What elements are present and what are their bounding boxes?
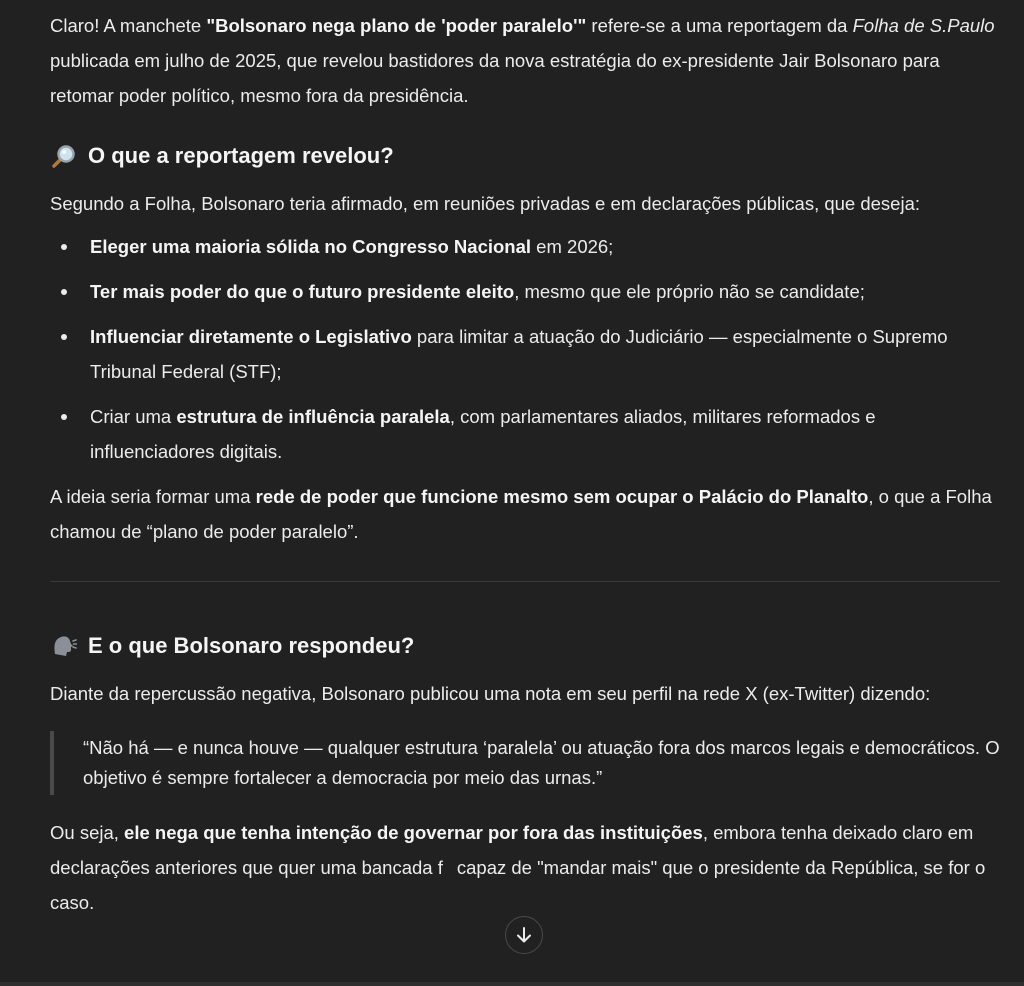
section-lead: Diante da repercussão negativa, Bolsonaro publicou uma nota em seu perfil na rede X (ex-Twitter) dizendo: (50, 683, 931, 704)
scroll-to-bottom-button[interactable] (505, 916, 543, 954)
section-lead: Segundo a Folha, Bolsonaro teria afirmado, em reuniões privadas e em declarações públicas, que deseja: (50, 193, 921, 214)
bullet-list (50, 229, 1000, 469)
list-item: Influenciar diretamente o Legislativo para limitar a atuação do Judiciário — especialmente o Supremo Tribunal Federal (STF); (50, 319, 1000, 389)
final-paragraph: Ou seja, ele nega que tenha intenção de governar por fora das instituições, embora tenha deixado claro em declarações anteriores que quer uma bancada f capaz de "mandar mais" que o presidente da República, se for o caso. (50, 822, 986, 913)
list-item: Ter mais poder do que o futuro presidente eleito, mesmo que ele próprio não se candidate; (50, 274, 1000, 309)
intro-paragraph: Claro! A manchete "Bolsonaro nega plano de 'poder paralelo'" refere-se a uma reportagem da Folha de S.Paulo publicada em julho de 2025, que revelou bastidores da nova estratégia do ex-presidente Jair Bolsonaro para retomar poder político, mesmo fora da presidência. (50, 15, 995, 106)
list-item: Criar uma estrutura de influência paralela, com parlamentares aliados, militares reformados e influenciadores digitais. (50, 399, 1000, 469)
headline-quote: "Bolsonaro nega plano de 'poder paralelo'" (206, 15, 587, 36)
bottom-edge (0, 982, 1024, 986)
section-heading-reportagem: O que a reportagem revelou? (50, 140, 1000, 172)
section-divider (50, 581, 1000, 582)
conclusion-paragraph: A ideia seria formar uma rede de poder que funcione mesmo sem ocupar o Palácio do Planalto, o que a Folha chamou de “plano de poder paralelo”. (50, 486, 992, 542)
list-item: Eleger uma maioria sólida no Congresso Nacional em 2026; (50, 229, 1000, 264)
speaking-head-icon (50, 632, 78, 660)
newspaper-name: Folha de S.Paulo (852, 15, 995, 36)
blockquote: “Não há — e nunca houve — qualquer estrutura ‘paralela’ ou atuação fora dos marcos legais e democráticos. O objetivo é sempre fortalecer a democracia por meio das urnas.” (50, 731, 1000, 795)
chat-message (50, 8, 1000, 920)
arrow-down-icon (514, 925, 534, 945)
section-heading-resposta: E o que Bolsonaro respondeu? (50, 630, 1000, 662)
magnifying-glass-icon (50, 142, 78, 170)
